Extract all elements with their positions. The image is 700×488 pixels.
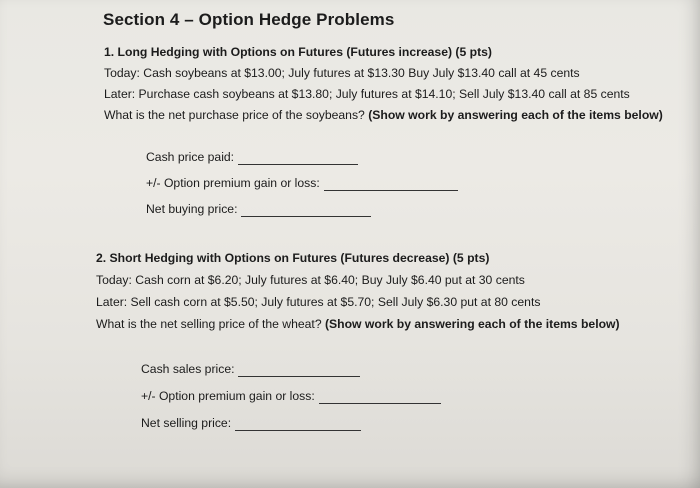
problem2-question-instruction: (Show work by answering each of the items below) — [324, 317, 620, 331]
p1-option-premium-blank[interactable] — [324, 178, 458, 191]
section-title: Section 4 – Option Hedge Problems — [103, 10, 395, 29]
problem1-question-instruction: (Show work by answering each of the items below) — [368, 108, 663, 122]
net-selling-price-blank[interactable] — [235, 418, 361, 431]
problem2-heading: 2. Short Hedging with Options on Futures (Futures decrease) (5 pts) — [96, 251, 490, 265]
net-buying-price-label: Net buying price: — [146, 202, 238, 216]
problem2-question-text: What is the net selling price of the wheat? — [96, 317, 325, 331]
p1-option-premium-field — [146, 175, 458, 191]
problem2-today: Today: Cash corn at $6.20; July futures at $6.40; Buy July $6.40 put at 30 cents — [96, 273, 525, 287]
net-buying-price-field — [146, 201, 371, 217]
net-selling-price-label: Net selling price: — [141, 416, 232, 430]
cash-price-paid-label: Cash price paid: — [146, 150, 235, 164]
problem1-later: Later: Purchase cash soybeans at $13.80; July futures at $14.10; Sell July $13.40 call at 85 cents — [104, 87, 630, 101]
problem1-question — [104, 107, 663, 123]
cash-price-paid-field — [146, 149, 358, 165]
cash-sales-price-label: Cash sales price: — [141, 362, 235, 376]
p2-option-premium-field — [141, 388, 441, 404]
problem1-today: Today: Cash soybeans at $13.00; July futures at $13.30 Buy July $13.40 call at 45 cents — [104, 66, 580, 80]
cash-sales-price-field — [141, 361, 360, 377]
problem2-later: Later: Sell cash corn at $5.50; July futures at $5.70; Sell July $6.30 put at 80 cents — [96, 295, 541, 309]
net-buying-price-blank[interactable] — [241, 204, 371, 217]
problem1-heading: 1. Long Hedging with Options on Futures (Futures increase) (5 pts) — [104, 45, 492, 59]
problem2-question — [96, 316, 620, 332]
cash-price-paid-blank[interactable] — [238, 152, 358, 165]
problem1-question-text: What is the net purchase price of the soybeans? — [104, 108, 369, 122]
cash-sales-price-blank[interactable] — [238, 364, 360, 377]
p2-option-premium-blank[interactable] — [319, 391, 441, 404]
p2-option-premium-label: +/- Option premium gain or loss: — [141, 389, 315, 403]
p1-option-premium-label: +/- Option premium gain or loss: — [146, 176, 320, 190]
net-selling-price-field — [141, 415, 361, 431]
